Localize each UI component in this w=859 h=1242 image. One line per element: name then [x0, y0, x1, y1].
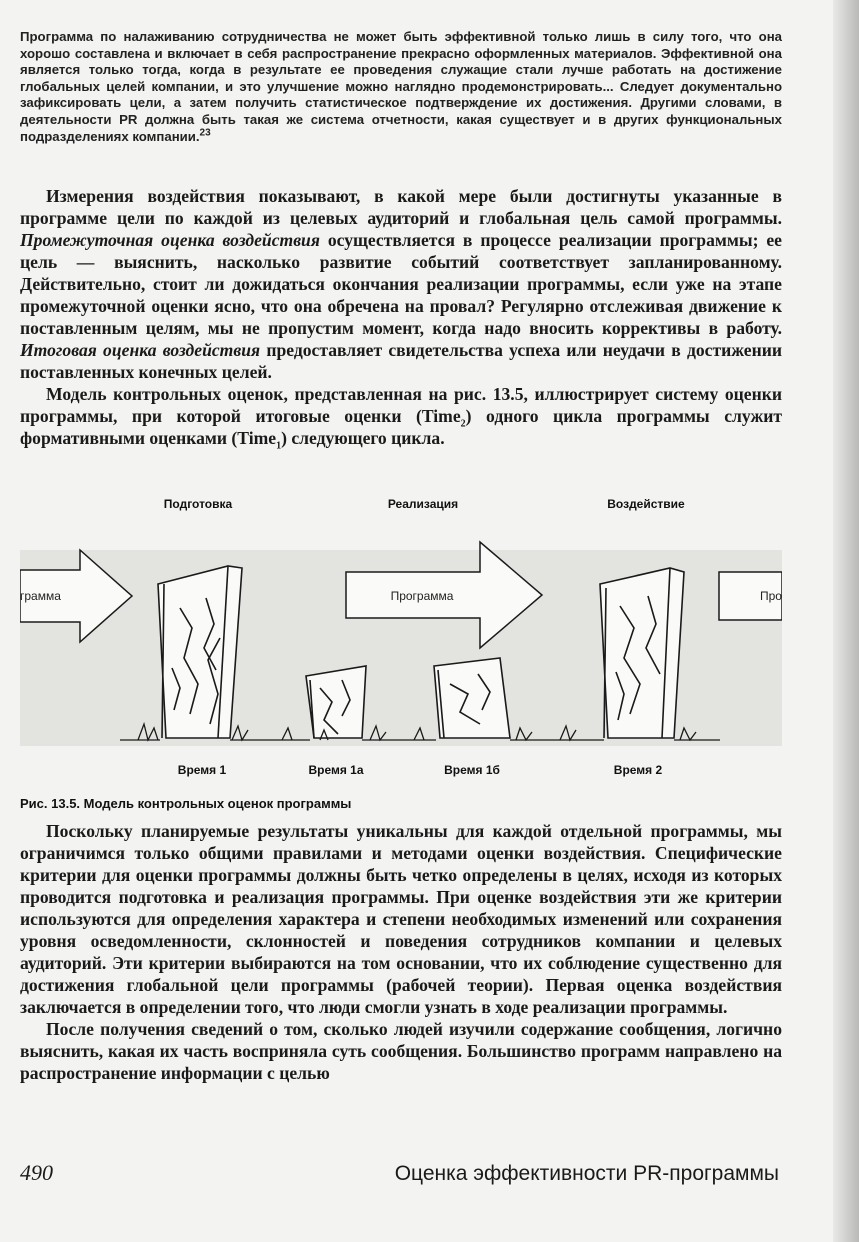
paragraph-after: После получения сведений о том, сколько людей изучили содержание сообщения, логично выяснить, какая их часть восприняла суть сообщения. Большинство программ направлено на распространение информации с целью	[20, 1019, 782, 1083]
time-label: Время 1б	[444, 763, 500, 777]
paragraph-impact-measures	[20, 185, 782, 383]
term-intermediate-assessment: Промежуточная оценка воздействия	[20, 230, 320, 250]
footnote-ref: 23	[199, 127, 211, 139]
body-text-bottom	[20, 820, 782, 1084]
phase-label: Реализация	[387, 497, 459, 511]
block-quote	[20, 29, 782, 145]
paragraph-text: Измерения воздействия показывают, в какой мере были достигнуты указанные в программе цели по каждой из целевых аудиторий и глобальная цель самой программы.	[20, 186, 782, 228]
arrow-label: Программа	[390, 589, 454, 603]
paragraph-text: предоставляет свидетельства успеха или неудачи в достижении поставленных конечных целей.	[20, 340, 782, 382]
time-label: Время 1	[177, 763, 227, 777]
milestone-stone-icon	[600, 568, 684, 738]
paragraph-criteria: Поскольку планируемые результаты уникальны для каждой отдельной программы, мы ограничимся только общими правилами и методами оценки воздействия. Специфические критерии для оценки программы должны быть четко определены в целях, исходя из которых проводится подготовка и реализация программы. При оценке воздействия эти же критерии используются для определения характера и степени необходимых изменений или сохранения уровня осведомленности, склонностей и поведения сотрудников компании и целевых аудиторий. Эти критерии выбираются на том основании, что их соблюдение существенно для достижения глобальной цели программы (рабочей теории). Первая оценка воздействия заключается в определении того, что люди смогли узнать в ходе реализации программы.	[20, 821, 782, 1017]
subscript: 2	[460, 418, 466, 430]
paragraph-model	[20, 383, 782, 452]
page-number: 490	[20, 1160, 53, 1185]
time-label: Время 2	[613, 763, 663, 777]
paragraph-text: Модель контрольных оценок, представленная на рис. 13.5, иллюстрирует систему оценки программы, при которой итоговые оценки (Time	[20, 384, 782, 426]
body-text-top	[20, 185, 782, 452]
running-title: Оценка эффективности PR-программы	[394, 1162, 779, 1185]
paragraph-text: ) следующего цикла.	[281, 428, 445, 448]
figure-13-5	[20, 488, 782, 788]
figure-caption: Рис. 13.5. Модель контрольных оценок программы	[20, 796, 352, 811]
quote-text: Программа по налаживанию сотрудничества не может быть эффективной только лишь в силу того, что она хорошо составлена и включает в себя распространение прекрасно оформленных материалов. Эффективной она является только тогда, когда в результате ее проведения служащие стали лучше работать на достижение глобальных целей компании, и это улучшение можно наглядно продемонстрировать... Следует документально зафиксировать цели, а затем получить статистическое подтверждение их достижения. Другими словами, в деятельности PR должна быть такая же система отчетности, какая существует и в других функциональных подразделениях компании.	[20, 29, 782, 144]
paragraph-text: ) одного цикла программы служит формативными оценками (Time	[20, 406, 782, 448]
subscript: 1	[276, 440, 282, 452]
arrow-label: грамма	[20, 589, 61, 603]
page-edge-shadow	[833, 0, 859, 1242]
arrow-label: Про	[760, 589, 782, 603]
phase-label: Подготовка	[163, 497, 233, 511]
phase-label: Воздействие	[607, 497, 685, 511]
paragraph-text: осуществляется в процессе реализации программы; ее цель — выяснить, насколько развитие событий соответствует запланированному. Действительно, стоит ли дожидаться окончания реализации программы, если уже на этапе промежуточной оценки ясно, что она обречена на провал? Регулярно отслеживая движение к поставленным целям, мы не пропустим момент, когда надо вносить коррективы в работу.	[20, 230, 782, 338]
milestone-stone-icon	[306, 666, 366, 738]
milestone-stone-icon	[158, 566, 242, 738]
milestone-stone-icon	[434, 658, 510, 738]
time-label: Время 1а	[308, 763, 364, 777]
term-final-assessment: Итоговая оценка воздействия	[20, 340, 261, 360]
